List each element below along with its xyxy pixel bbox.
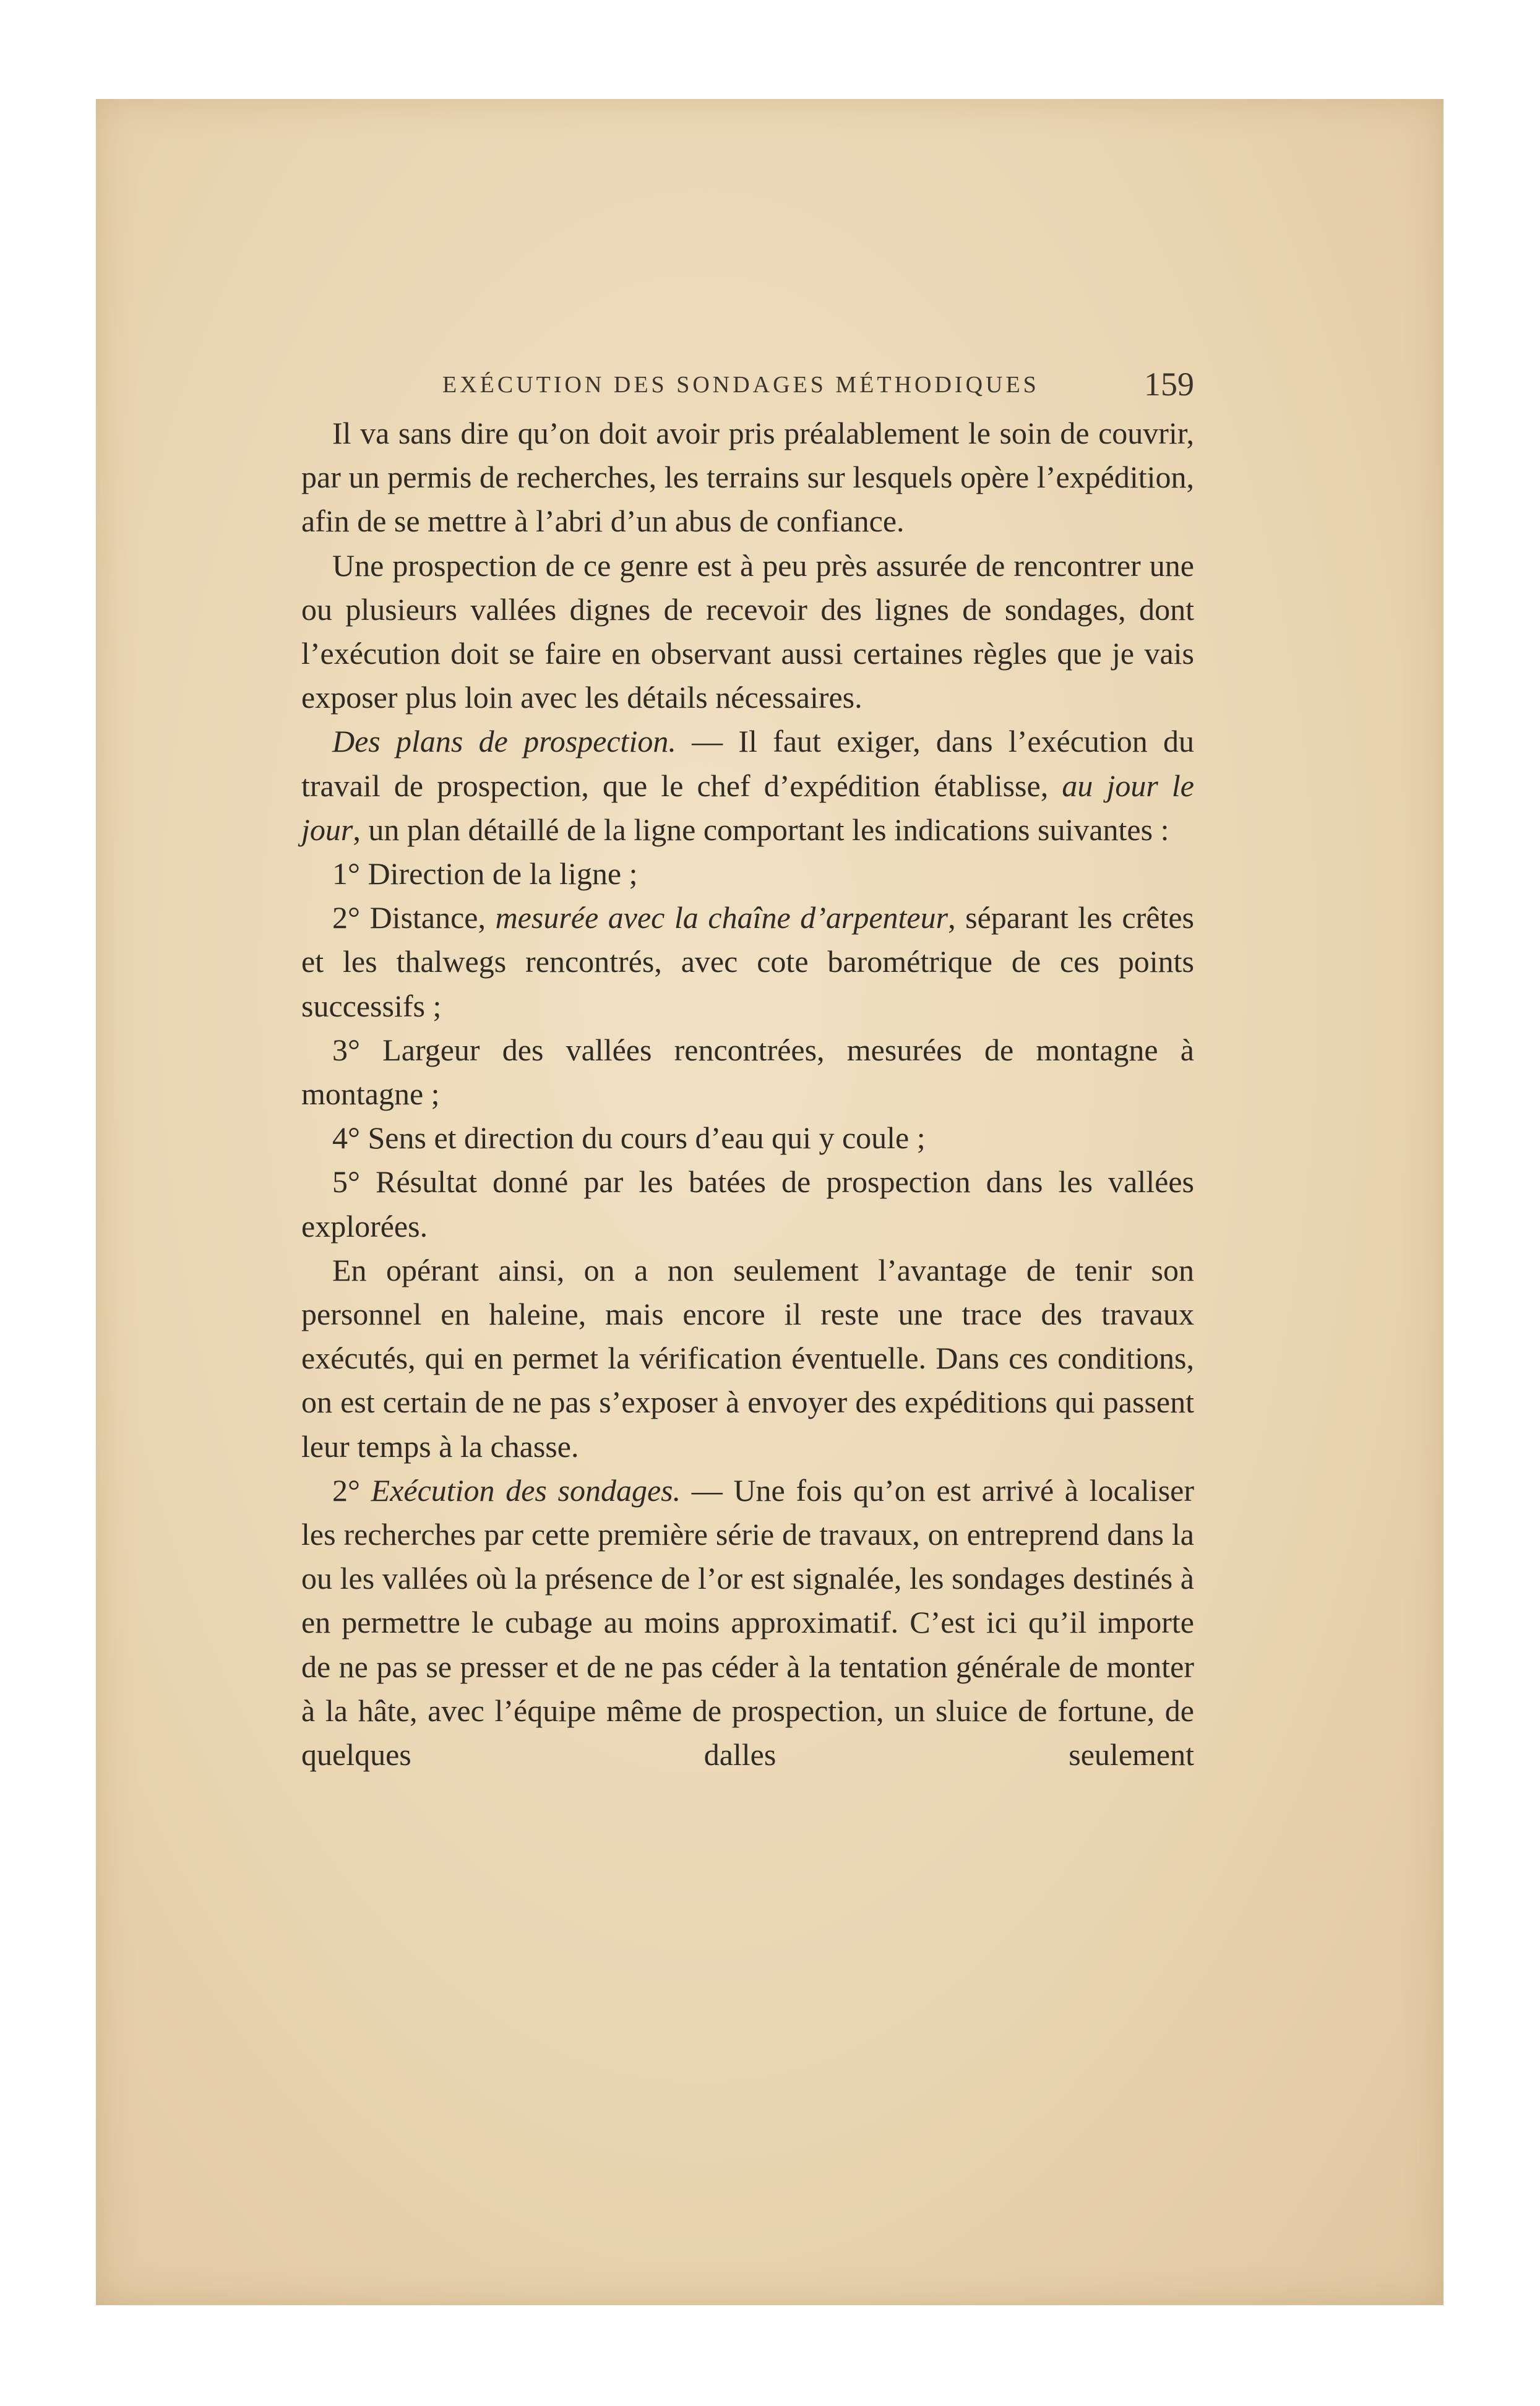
list-item-4: 4° Sens et direction du cours d’eau qui y coule ; bbox=[332, 1120, 926, 1156]
list-item-2-end: , séparant les crêtes et les thalwegs rencontrés, avec cote barométrique de ces points successifs ; bbox=[301, 900, 1194, 1023]
body-text bbox=[301, 411, 1194, 1777]
paragraph-5-text: — Une fois qu’on est arrivé à localiser les recherches par cette première série de travaux, on entreprend dans la ou les vallées où la présence de l’or est signalée, les sondages destinés à en permettre le cubage au moins approximatif. C’est ici qu’il importe de ne pas se presser et de ne pas céder à la tentation générale de monter à la hâte, avec l’équipe même de prospection, un sluice de fortune, de quelques dalles seulement bbox=[301, 1472, 1195, 1772]
list-item-2 bbox=[301, 896, 1194, 1028]
paragraph-5-start: 2° bbox=[332, 1472, 371, 1508]
paragraph-3-italic: au jour le jour bbox=[301, 768, 1194, 847]
paragraph-4: En opérant ainsi, on a non seulement l’avantage de tenir son personnel en haleine, mais encore il reste une trace des travaux exécutés, qui en permet la vérification éventuelle. Dans ces conditions, on est certain de ne pas s’exposer à envoyer des expéditions qui passent leur temps à la chasse. bbox=[301, 1252, 1194, 1464]
section-heading-sondages: Exécution des sondages. bbox=[371, 1472, 681, 1508]
paragraph-3 bbox=[301, 720, 1194, 852]
paragraph-5 bbox=[301, 1469, 1194, 1777]
paragraph-2: Une prospection de ce genre est à peu près assurée de rencontrer une ou plusieurs vallées dignes de recevoir des lignes de sondages, dont l’exécution doit se faire en observant aussi certaines règles que je vais exposer plus loin avec les détails nécessaires. bbox=[301, 548, 1194, 715]
list-item-2-italic: mesurée avec la chaîne d’arpenteur bbox=[495, 900, 949, 935]
list-item-5: 5° Résultat donné par les batées de prospection dans les vallées explorées. bbox=[301, 1164, 1194, 1244]
running-title: EXÉCUTION DES SONDAGES MÉTHODIQUES bbox=[442, 372, 1039, 398]
paragraph-3-end: , un plan détaillé de la ligne comportant les indications suivantes : bbox=[353, 812, 1169, 847]
list-item-2-start: 2° Distance, bbox=[332, 900, 496, 935]
list-item-3: 3° Largeur des vallées rencontrées, mesurées de montagne à montagne ; bbox=[301, 1032, 1194, 1112]
section-heading-plans: Des plans de prospection. bbox=[332, 724, 676, 759]
list-item-1: 1° Direction de la ligne ; bbox=[332, 856, 638, 892]
paragraph-1: Il va sans dire qu’on doit avoir pris préalablement le soin de couvrir, par un permis de recherches, les terrains sur lesquels opère l’expédition, afin de se mettre à l’abri d’un abus de confiance. bbox=[301, 416, 1194, 539]
running-head bbox=[442, 365, 1194, 402]
paragraph-3-text: — Il faut exiger, dans l’exécution du travail de prospection, que le chef d’expédition établisse, bbox=[301, 724, 1194, 803]
page-number: 159 bbox=[1144, 366, 1194, 403]
